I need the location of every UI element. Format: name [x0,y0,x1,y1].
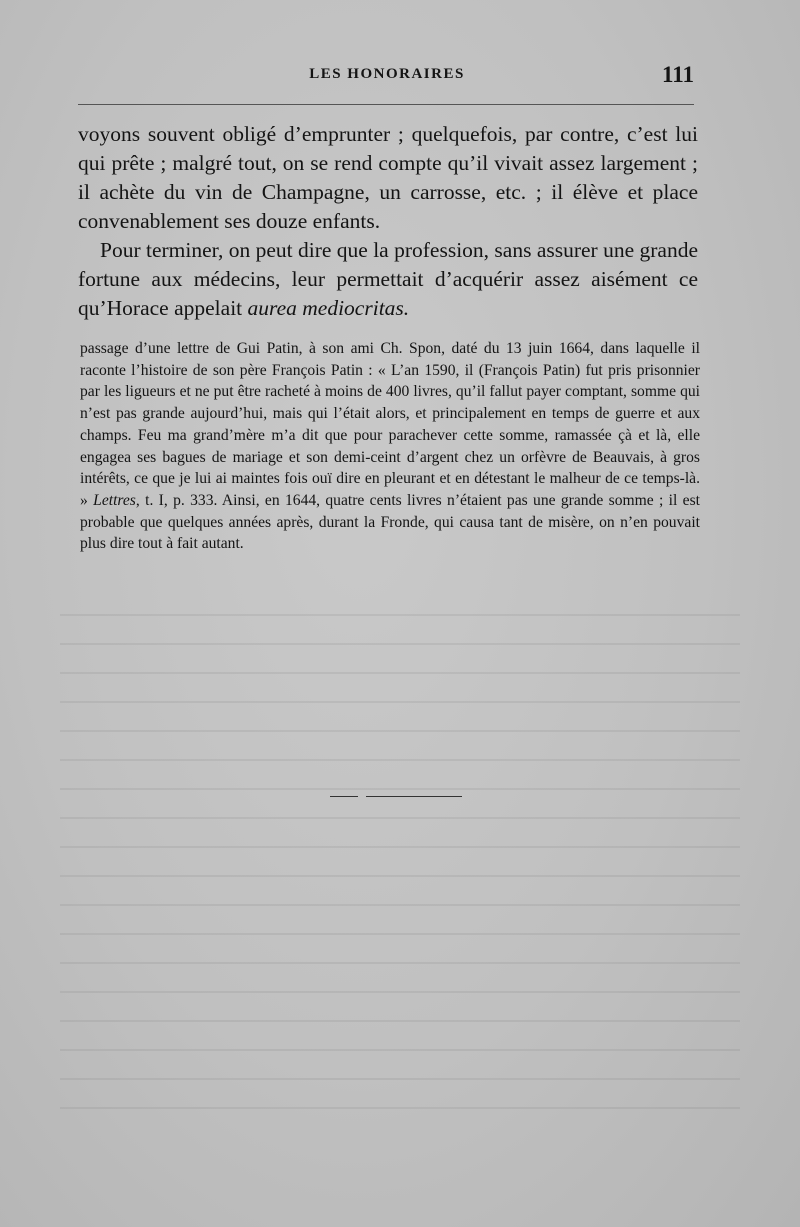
running-title: LES HONORAIRES [309,66,465,82]
main-text [78,120,698,323]
body-paragraph-2 [78,236,698,323]
footnote-text-1: passage d’une lettre de Gui Patin, à son ami Ch. Spon, daté du 13 juin 1664, dans laquelle il raconte l’histoire de son père François Patin : « L’an 1590, il (François Patin) fut pris prisonnier par les ligueurs et ne put être racheté à moins de 400 livres, qu’il fallut payer comptant, somme qui n’est pas grande aujourd’hui, mais qui l’était alors, et principalement en temps de guerre et aux champs. Feu ma grand’mère m’a dit que pour parachever cette somme, ramassée çà et là, elle engagea ses bagues de mariage et son demi-ceint d’argent chez un orfèvre de Beauvais, à gros intérêts, ce que je lui ai maintes fois ouï dire en pleurant et en détestant le malheur de ce temps-là. » [80,340,700,509]
paragraph-2-text: Pour terminer, on peut dire que la profession, sans assurer une grande fortune aux médecins, leur permettait d’acquérir assez aisément ce qu’Horace appelait [78,238,698,320]
latin-phrase: aurea mediocritas. [247,296,410,320]
end-rule-long [366,796,462,797]
show-through-texture [60,600,740,1120]
header-rule [78,104,694,105]
end-rule-short [330,796,358,797]
page-number: 111 [662,62,694,87]
footnote-text-2: , t. I, p. 333. Ainsi, en 1644, quatre cents livres n’étaient pas une grande somme ; il est probable que quelques années après, durant la Fronde, qui causa tant de misère, on n’en pouvait plus dire tout à fait autant. [80,491,701,553]
footnote-paragraph [80,338,700,555]
footnote-book-title: Lettres [93,491,136,509]
running-head [78,62,696,92]
footnote [80,338,700,555]
body-paragraph-1: voyons souvent obligé d’emprunter ; quelquefois, par contre, c’est lui qui prête ; malgré tout, on se rend compte qu’il vivait assez largement ; il achète du vin de Champagne, un carrosse, etc. ; il élève et place convenablement ses douze enfants. [78,122,698,233]
